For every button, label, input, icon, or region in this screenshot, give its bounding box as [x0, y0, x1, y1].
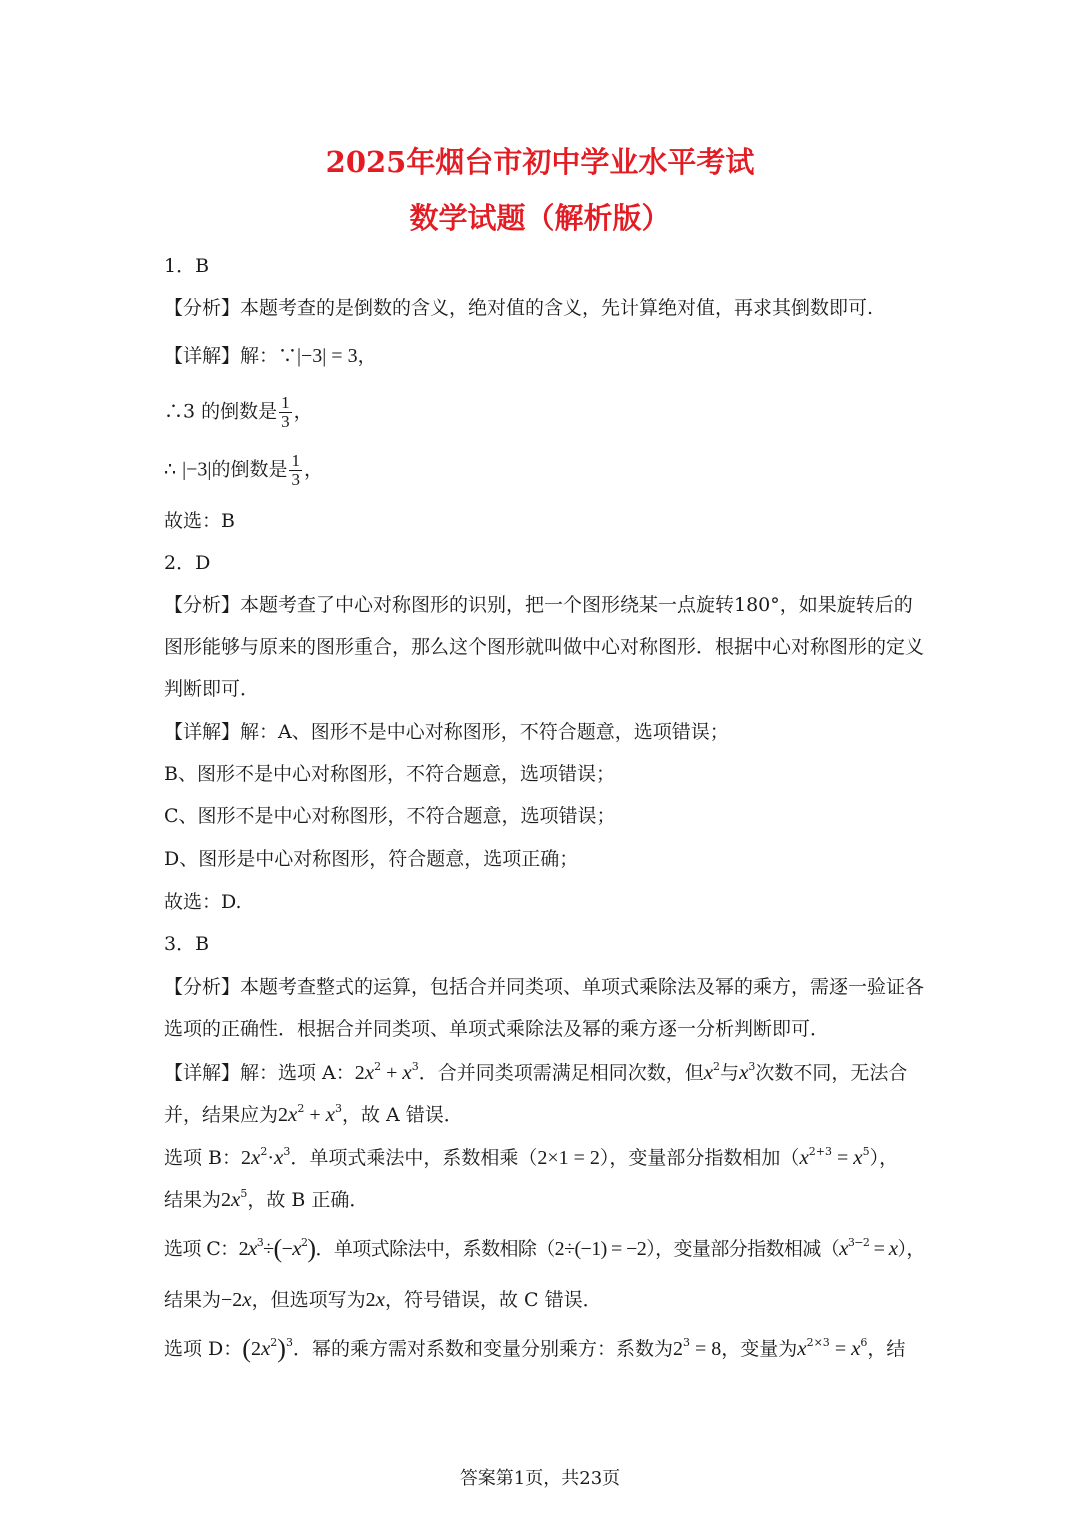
- page-footer: 答案第1页，共23页: [459, 1468, 621, 1489]
- q2-analysis-line-2: 图形能够与原来的图形重合，那么这个图形就叫做中心对称图形．根据中心对称图形的定义: [164, 636, 925, 658]
- page-title: 2025年烟台市初中学业水平考试: [325, 145, 755, 179]
- q2-head: 2．D: [164, 552, 211, 574]
- q1-detail-3-math: |−3|: [182, 458, 212, 481]
- q1-head: 1．B: [164, 255, 210, 277]
- q1-detail-3-therefore: ∴: [164, 458, 177, 481]
- q2-detail-a: 【详解】解：A、图形不是中心对称图形，不符合题意，选项错误；: [164, 721, 729, 743]
- q3-option-a-line-1: 【详解】解：选项 A：$2x^2 + x^3$．合并同类项需满足相同次数，但$x^2$与$x^3$次数不同，无法合: [164, 1060, 908, 1084]
- q3-option-c-line-2: 结果为−2x，但选项写为2x，符号错误，故 C 错误．: [164, 1287, 602, 1311]
- q3-option-a-line-2: 并，结果应为$2x^2 + x^3$，故 A 错误．: [164, 1102, 463, 1126]
- q2-detail-d: D、图形是中心对称图形，符合题意，选项正确；: [164, 848, 579, 870]
- q1-detail-1-comma: ，: [357, 345, 377, 367]
- fraction-one-third: $\frac{1}{3}$: [281, 393, 290, 431]
- q1-detail-1-text: 【详解】解：∵: [164, 345, 298, 367]
- q2-answer: 故选：D.: [164, 891, 242, 913]
- q1-analysis: 【分析】本题考查的是倒数的含义，绝对值的含义，先计算绝对值，再求其倒数即可.: [164, 297, 874, 319]
- q2-analysis-line-1: 【分析】本题考查了中心对称图形的识别，把一个图形绕某一点旋转180°，如果旋转后的: [164, 594, 913, 616]
- q1-detail-1: [164, 342, 377, 370]
- q3-head: 3．B: [164, 933, 210, 955]
- q3-option-c-line-1: 选项 C：$2x^3\div(-x^2)$．单项式除法中，系数相除（2÷(−1) = −2），变量部分指数相减$(x^{3-2} = x)$，: [164, 1234, 925, 1263]
- q2-detail-b: B、图形不是中心对称图形，不符合题意，选项错误；: [164, 763, 615, 785]
- q1-detail-2: [164, 394, 313, 431]
- q1-detail-2-text: ∴3 的倒数是: [164, 400, 278, 423]
- q1-answer: 故选：B: [164, 510, 235, 532]
- q1-detail-3: [164, 452, 323, 489]
- q3-analysis-line-2: 选项的正确性．根据合并同类项、单项式乘除法及幂的乘方逐一分析判断即可．: [164, 1018, 830, 1040]
- fraction-one-third: $\frac{1}{3}$: [291, 451, 300, 489]
- q1-detail-3-text: 的倒数是: [211, 458, 288, 481]
- page-subtitle: 数学试题（解析版）: [409, 201, 671, 235]
- q2-detail-c: C、图形不是中心对称图形，不符合题意，选项错误；: [164, 805, 616, 827]
- q1-detail-2-comma: ，: [293, 400, 313, 423]
- q3-option-d-line-1: 选项 D：$(2x^2)^3$．幂的乘方需对系数和变量分别乘方：系数为$2^3 = 8$，变量为$x^{2\times 3} = x^6$，结: [164, 1334, 906, 1363]
- q3-option-b-line-2: 结果为$2x^5$，故 B 正确．: [164, 1187, 369, 1211]
- q3-analysis-line-1: 【分析】本题考查整式的运算，包括合并同类项、单项式乘除法及幂的乘方，需逐一验证各: [164, 976, 925, 998]
- q2-analysis-line-3: 判断即可．: [164, 678, 260, 700]
- q1-detail-3-comma: ，: [303, 458, 323, 481]
- q3-option-b-line-1: 选项 B：$2x^2\cdot x^3$．单项式乘法中，系数相乘（2×1 = 2），变量部分指数相加$(x^{2+3} = x^5)$，: [164, 1145, 899, 1169]
- q1-detail-1-math: |−3| = 3: [297, 345, 358, 367]
